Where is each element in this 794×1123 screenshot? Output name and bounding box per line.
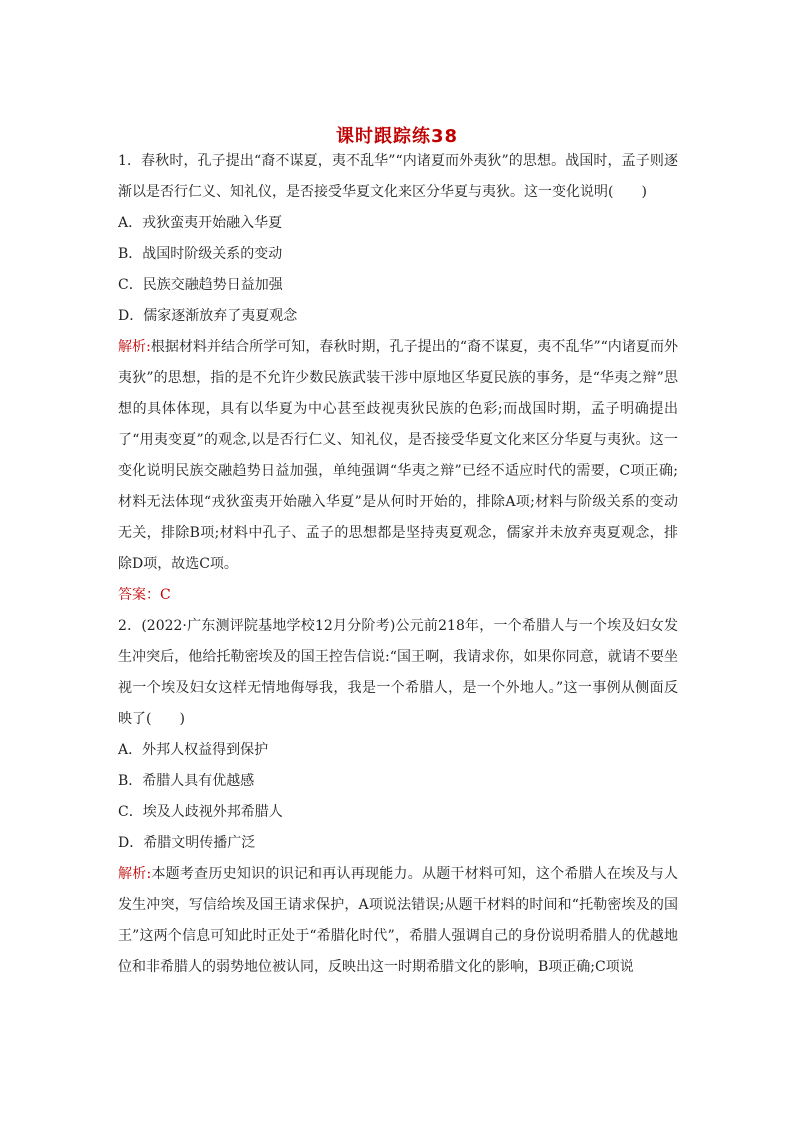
question-2-option-c: C．埃及人歧视外邦希腊人 [118,804,283,820]
question-2-stem: 2．(2022·广东测评院基地学校12月分阶考)公元前218年，一个希腊人与一个埃及妇女发生冲突后，他给托勒密埃及的国王控告信说:“国王啊，我请求你，如果你同意，就请不要坐视一个埃及妇女这样无情地侮辱我，我是一个希腊人，是一个外地人。”这一事例从侧面反映了( ) [118,618,678,727]
page-title: 课时跟踪练38 [335,126,459,147]
question-1-stem: 1．春秋时，孔子提出“裔不谋夏，夷不乱华”“内诸夏而外夷狄”的思想。战国时，孟子则逐渐以是否行仁义、知礼仪，是否接受华夏文化来区分华夏与夷狄。这一变化说明( ) [118,153,678,200]
question-2-option-b: B．希腊人具有优越感 [118,773,255,789]
question-1-option-c: C．民族交融趋势日益加强 [118,277,283,293]
document-body [118,146,678,983]
question-2 [118,611,678,983]
question-1 [118,146,678,611]
question-1-analysis [118,332,678,580]
question-1-option-b: B．战国时阶级关系的变动 [118,246,283,262]
analysis-label: 解析: [118,866,152,882]
question-1-option-a: A．戎狄蛮夷开始融入华夏 [118,215,283,231]
analysis-text: 本题考查历史知识的识记和再认再现能力。从题干材料可知，这个希腊人在埃及与人发生冲突，写信给埃及国王请求保护，A项说法错误;从题干材料的时间和“托勒密埃及的国王”这两个信息可知此时正处于“希腊化时代”，希腊人强调自己的身份说明希腊人的优越地位和非希腊人的弱势地位被认同，反映出这一时期希腊文化的影响，B项正确;C项说 [118,866,679,975]
analysis-text: 根据材料并结合所学可知，春秋时期，孔子提出的“裔不谋夏，夷不乱华”“内诸夏而外夷狄”的思想，指的是不允许少数民族武装干涉中原地区华夏民族的事务，是“华夷之辩”思想的具体体现，具有以华夏为中心甚至歧视夷狄民族的色彩;而战国时期，孟子明确提出了“用夷变夏”的观念,以是否行仁义、知礼仪，是否接受华夏文化来区分华夏与夷狄。这一变化说明民族交融趋势日益加强，单纯强调“华夷之辩”已经不适应时代的需要，C项正确;材料无法体现“戎狄蛮夷开始融入华夏”是从何时开始的，排除A项;材料与阶级关系的变动无关，排除B项;材料中孔子、孟子的思想都是坚持夷夏观念，儒家并未放弃夷夏观念，排除D项，故选C项。 [118,339,678,572]
question-2-analysis [118,859,678,983]
question-2-option-a: A．外邦人权益得到保护 [118,742,269,758]
question-1-answer: 答案：C [118,587,171,603]
analysis-label: 解析: [118,339,151,355]
question-1-option-d: D．儒家逐渐放弃了夷夏观念 [118,308,298,324]
question-2-option-d: D．希腊文明传播广泛 [118,835,256,851]
